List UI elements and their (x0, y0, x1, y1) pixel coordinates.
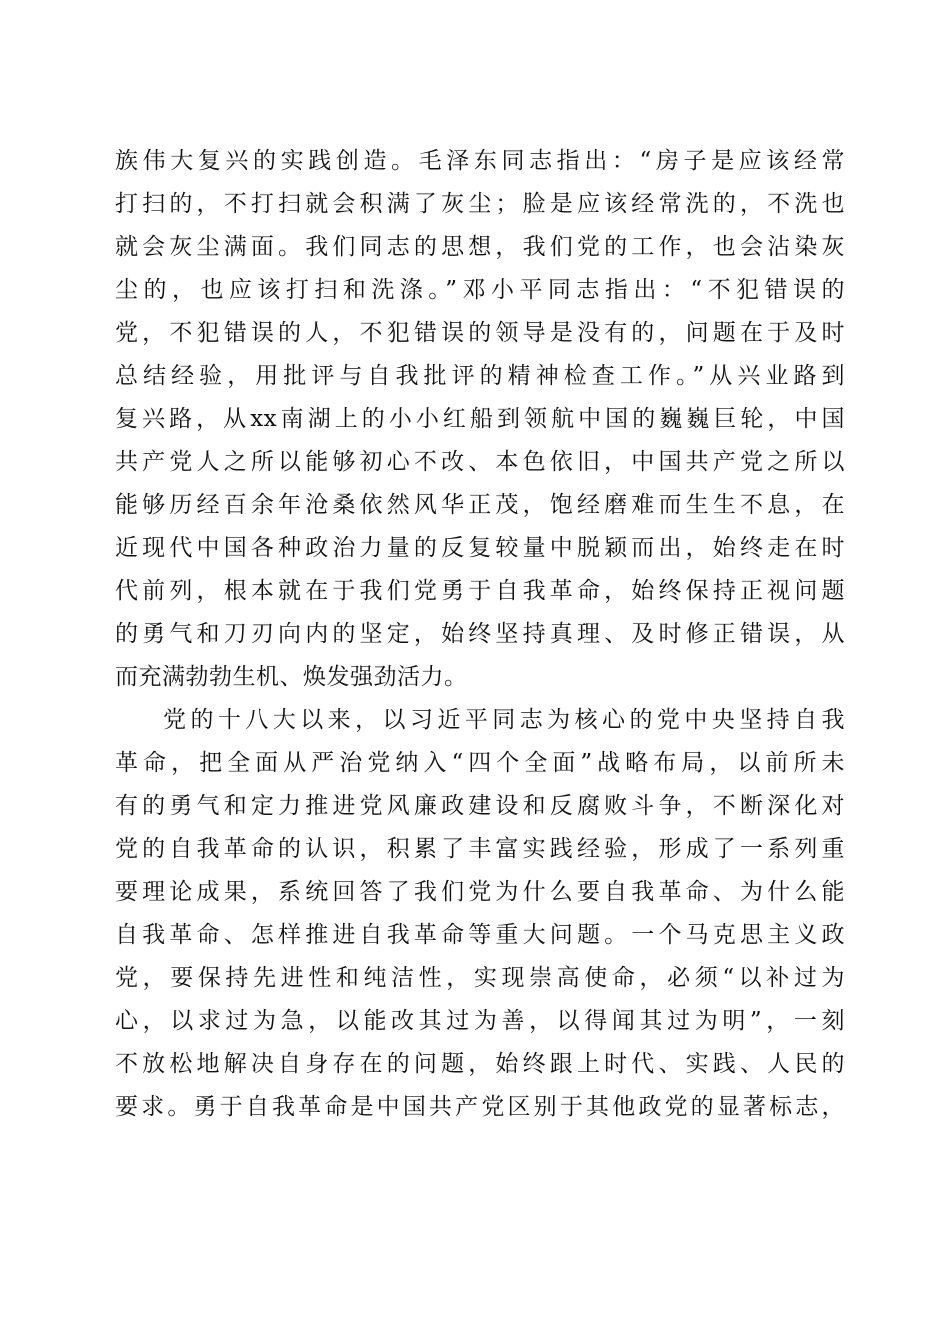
text-line: 不放松地解决自身存在的问题，始终跟上时代、实践、人民的 (115, 1051, 845, 1077)
text-line: 总结经验，用批评与自我批评的精神检查工作。”从兴业路到 (115, 363, 845, 389)
text-line: 有的勇气和定力推进党风廉政建设和反腐败斗争，不断深化对 (115, 793, 845, 819)
text-line: 心，以求过为急，以能改其过为善，以得闻其过为明”，一刻 (115, 1008, 845, 1034)
text-line: 要理论成果，系统回答了我们党为什么要自我革命、为什么能 (115, 879, 845, 905)
paragraph-1 (115, 140, 845, 699)
text-line: 革命，把全面从严治党纳入“四个全面”战略布局，以前所未 (115, 750, 845, 776)
text-line: 党的十八大以来，以习近平同志为核心的党中央坚持自我 (163, 707, 845, 733)
text-line: 就会灰尘满面。我们同志的思想，我们党的工作，也会沾染灰 (115, 234, 845, 260)
text-line: 党，要保持先进性和纯洁性，实现崇高使命，必须“以补过为 (115, 965, 845, 991)
document-body (115, 140, 845, 1129)
text-line: 党的自我革命的认识，积累了丰富实践经验，形成了一系列重 (115, 836, 845, 862)
text-line: 而充满勃勃生机、焕发强劲活力。 (115, 664, 468, 690)
text-line: 能够历经百余年沧桑依然风华正茂，饱经磨难而生生不息，在 (115, 492, 845, 518)
text-line: 代前列，根本就在于我们党勇于自我革命，始终保持正视问题 (115, 578, 845, 604)
text-line: 近现代中国各种政治力量的反复较量中脱颖而出，始终走在时 (115, 535, 845, 561)
text-line: 党，不犯错误的人，不犯错误的领导是没有的，问题在于及时 (115, 320, 845, 346)
text-line: 打扫的，不打扫就会积满了灰尘；脸是应该经常洗的，不洗也 (115, 191, 845, 217)
text-line: 复兴路，从xx南湖上的小小红船到领航中国的巍巍巨轮，中国 (115, 406, 845, 432)
text-line: 要求。勇于自我革命是中国共产党区别于其他政党的显著标志， (115, 1094, 845, 1120)
text-line: 的勇气和刀刃向内的坚定，始终坚持真理、及时修正错误，从 (115, 621, 845, 647)
text-line: 族伟大复兴的实践创造。毛泽东同志指出：“房子是应该经常 (115, 148, 845, 174)
text-line: 自我革命、怎样推进自我革命等重大问题。一个马克思主义政 (115, 922, 845, 948)
text-line: 尘的，也应该打扫和洗涤。”邓小平同志指出：“不犯错误的 (115, 277, 845, 303)
text-line: 共产党人之所以能够初心不改、本色依旧，中国共产党之所以 (115, 449, 845, 475)
paragraph-2 (115, 699, 845, 1129)
